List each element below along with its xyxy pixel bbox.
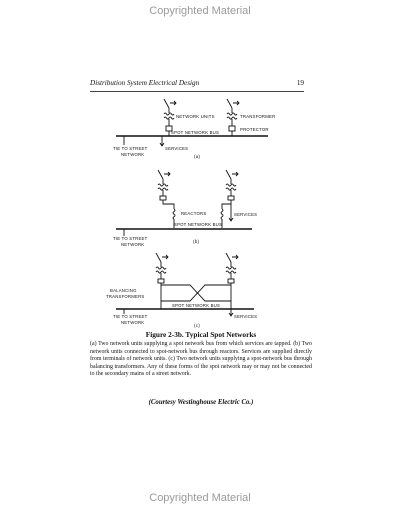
sublabel-b: (b)	[193, 239, 200, 244]
figure-credit: (Courtesy Westinghouse Electric Co.)	[148, 399, 254, 406]
sublabel-c: (c)	[194, 323, 200, 328]
label-tie-c-1: TIE TO STREET	[113, 314, 148, 319]
label-bus-c: SPOT NETWORK BUS	[172, 303, 221, 308]
label-balancing-1: BALANCING	[110, 288, 137, 293]
label-network-units: NETWORK UNITS	[176, 114, 215, 119]
label-services-b: SERVICES	[234, 212, 258, 217]
label-transformer: TRANSFORMER	[240, 114, 276, 119]
network-unit-right-a	[227, 99, 239, 136]
figure-caption-title: Figure 2-3b. Typical Spot Networks	[145, 330, 257, 339]
network-unit-left-c	[156, 253, 168, 285]
label-protector: PROTECTOR	[240, 127, 269, 132]
running-header-title: Distribution System Electrical Design	[90, 79, 200, 87]
label-services-c: SERVICES	[234, 314, 258, 319]
label-tie-b-1: TIE TO STREET	[113, 236, 148, 241]
network-unit-left-b	[158, 170, 175, 228]
label-bus-b: SPOT NETWORK BUS	[174, 222, 223, 227]
label-services-a: SERVICES	[165, 146, 189, 151]
diagram-b	[113, 170, 257, 247]
label-tie-a-2: NETWORK	[121, 152, 145, 157]
diagram-a	[113, 99, 275, 159]
network-unit-right-c	[226, 253, 238, 285]
copyright-watermark-bottom: Copyrighted Material	[149, 492, 251, 504]
label-tie-c-2: NETWORK	[121, 320, 145, 325]
figure-caption-body: (a) Two network units supplying a spot network bus from which services are tapped. (b) Two network units connected to spot-network bus through reactors. Services are supplied directly from terminals of network units. (c) Two network units supplying a spot-network bus through balancing transformers. Any of these forms of the spot network may or may not be connected to the secondary mains of a street network.	[90, 341, 312, 378]
copyright-watermark-top: Copyrighted Material	[149, 5, 251, 17]
label-reactors: REACTORS	[181, 211, 207, 216]
page-number: 19	[296, 79, 304, 87]
diagram-c	[106, 253, 257, 328]
label-bus-a: SPOT NETWORK BUS	[171, 130, 220, 135]
balancing-transformer-windings	[161, 285, 233, 316]
sublabel-a: (a)	[194, 154, 201, 159]
label-tie-b-2: NETWORK	[121, 242, 145, 247]
label-tie-a-1: TIE TO STREET	[113, 146, 148, 151]
network-unit-right-b	[221, 170, 238, 228]
label-balancing-2: TRANSFORMERS	[106, 294, 145, 299]
